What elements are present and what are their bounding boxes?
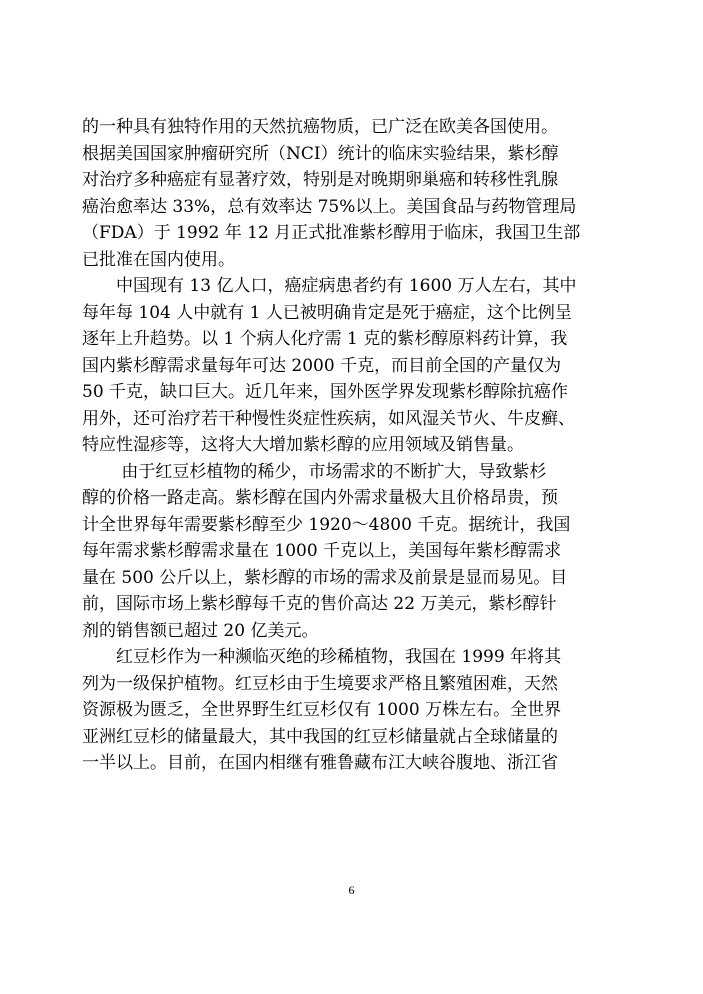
document-body xyxy=(82,114,632,777)
page-number: 6 xyxy=(348,883,355,897)
text-line: 量在 500 公斤以上，紫杉醇的市场的需求及前景是显而易见。目 xyxy=(82,567,568,588)
text-line: 每年每 104 人中就有 1 人已被明确肯定是死于癌症，这个比例呈 xyxy=(82,302,572,323)
text-line: 一半以上。目前，在国内相继有雅鲁藏布江大峡谷腹地、浙江省 xyxy=(82,753,558,773)
text-line: 计全世界每年需要紫杉醇至少 1920～4800 千克。据统计，我国 xyxy=(82,514,571,535)
text-line: 每年需求紫杉醇需求量在 1000 千克以上，美国每年紫杉醇需求 xyxy=(82,541,562,561)
paragraph-yew-protection xyxy=(82,644,632,777)
text-line: 剂的销售额已超过 20 亿美元。 xyxy=(82,620,319,641)
text-line: 逐年上升趋势。以 1 个病人化疗需 1 克的紫杉醇原料药计算，我 xyxy=(82,329,568,349)
text-line: （FDA）于 1992 年 12 月正式批准紫杉醇用于临床，我国卫生部 xyxy=(82,223,581,243)
text-line: 中国现有 13 亿人口，癌症病患者约有 1600 万人左右，其中 xyxy=(82,276,577,296)
paragraph-china-demand xyxy=(82,273,632,459)
text-line: 癌治愈率达 33%，总有效率达 75%以上。美国食品与药物管理局 xyxy=(82,196,577,217)
text-line: 由于红豆杉植物的稀少，市场需求的不断扩大，导致紫杉 xyxy=(82,461,547,482)
text-line: 50 千克，缺口巨大。近几年来，国外医学界发现紫杉醇除抗癌作 xyxy=(82,382,569,402)
paragraph-taxol-clinical xyxy=(82,114,632,273)
paragraph-market-price xyxy=(82,459,632,645)
text-line: 的一种具有独特作用的天然抗癌物质，已广泛在欧美各国使用。 xyxy=(82,117,558,137)
text-line: 列为一级保护植物。红豆杉由于生境要求严格且繁殖困难，天然 xyxy=(82,673,558,694)
text-line: 根据美国国家肿瘤研究所（NCI）统计的临床实验结果，紫杉醇 xyxy=(82,143,559,164)
text-line: 用外，还可治疗若干种慢性炎症性疾病，如风湿关节火、牛皮癣、 xyxy=(82,408,575,429)
text-line: 已批准在国内使用。 xyxy=(82,249,235,270)
text-line: 红豆杉作为一种濒临灭绝的珍稀植物，我国在 1999 年将其 xyxy=(82,647,562,667)
text-line: 国内紫杉醇需求量每年可达 2000 千克，而目前全国的产量仅为 xyxy=(82,355,562,376)
text-line: 醇的价格一路走高。紫杉醇在国内外需求量极大且价格昂贵，预 xyxy=(82,488,558,508)
text-line: 对治疗多种癌症有显著疗效，特别是对晚期卵巢癌和转移性乳腺 xyxy=(82,170,558,190)
text-line: 前，国际市场上紫杉醇每千克的售价高达 22 万美元，紫杉醇针 xyxy=(82,594,557,614)
text-line: 亚洲红豆杉的储量最大，其中我国的红豆杉储量就占全球储量的 xyxy=(82,726,558,747)
text-line: 资源极为匮乏，全世界野生红豆杉仅有 1000 万株左右。全世界 xyxy=(82,700,562,720)
text-line: 特应性湿疹等，这将大大增加紫杉醇的应用领域及销售量。 xyxy=(82,435,524,455)
